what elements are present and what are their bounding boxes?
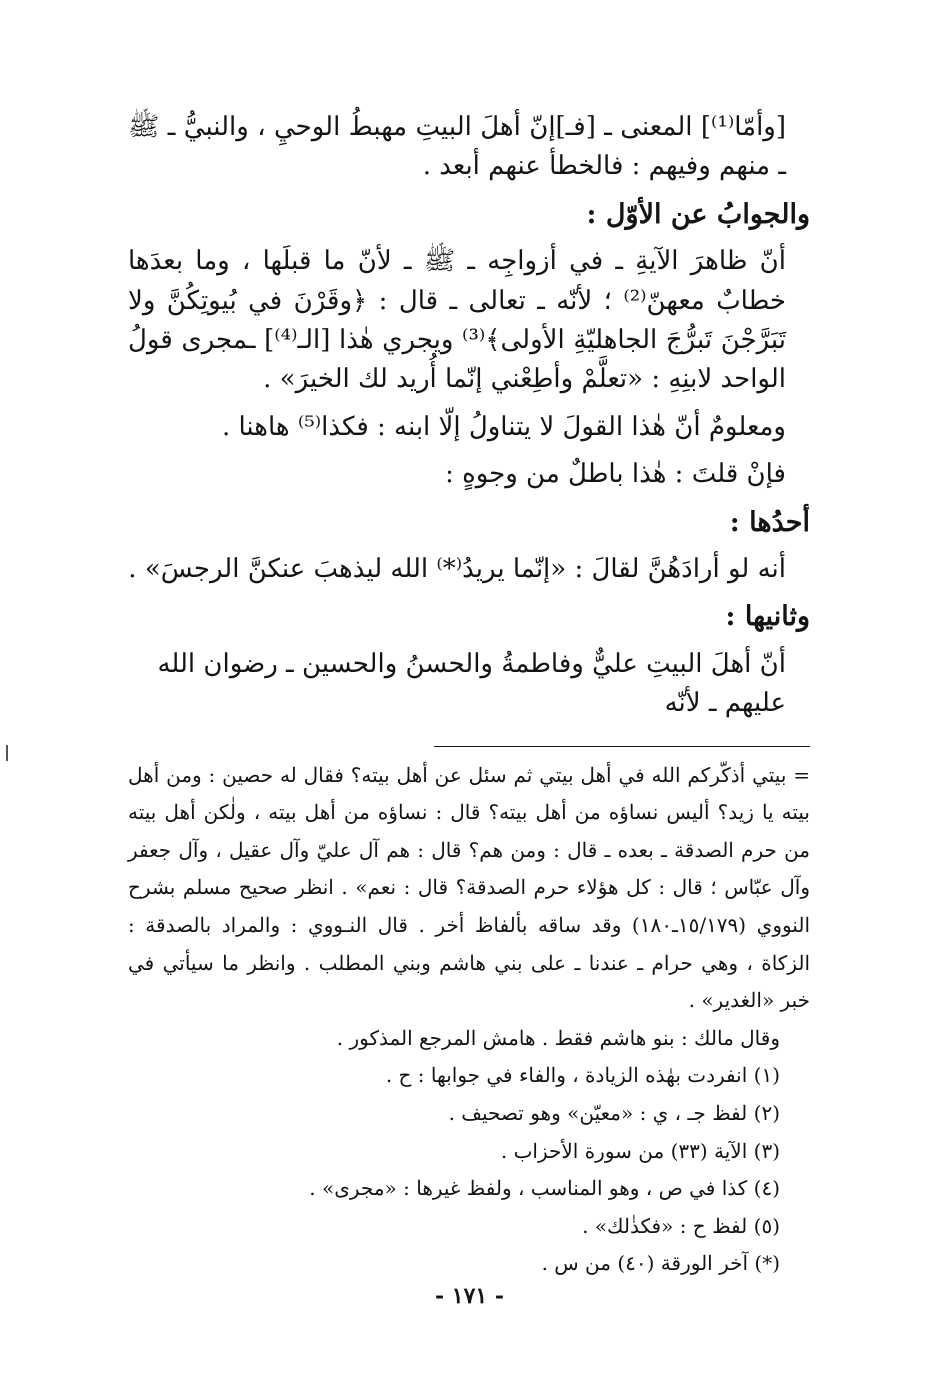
footnote-star: (*) آخر الورقة (٤٠) من س . bbox=[541, 1251, 780, 1276]
paragraph-second-reason: أنّ أهلَ البيتِ عليٌّ وفاطمةُ والحسنُ والحسين ـ رضوان الله عليهم ـ لأنّه bbox=[157, 648, 786, 719]
document-page bbox=[128, 108, 810, 1283]
paragraph-intro: [وأمّا⁽¹⁾] المعنى ـ [فـ]إنّ أهلَ البيتِ مهبطُ الوحيِ ، والنبيُّ ـ ﷺ ـ منهم وفيهم : فالخطأ عنهم أبعد . bbox=[128, 112, 786, 182]
scan-mark bbox=[6, 745, 8, 761]
footnote-4: (٤) كذا في ص ، وهو المناسب ، ولفظ غيرها : «مجرى» . bbox=[309, 1176, 780, 1201]
heading-answer-first: والجوابُ عن الأوّل : bbox=[586, 198, 810, 230]
paragraph-answer: أنّ ظاهرَ الآيةِ ـ في أزواجِه ـ ﷺ ـ لأنّ ما قبلَها ، وما بعدَها خطابٌ معهنّ⁽²⁾ ؛ لأنّه ـ تعالى ـ قال : ﴿وقَرْنَ في بُيوتِكُنَّ ولا تَبَرَّجْنَ تَبرُّجَ الجاهليّةِ الأولى﴾⁽³⁾ ويجري هٰذا [الـ⁽⁴⁾] ـمجرى قولُ الواحد لابنِهِ : «تعلَّمْ وأطِعْني إنّما أُريد لك الخيرَ» . bbox=[128, 246, 787, 395]
footnote-3: (٣) الآية (٣٣) من سورة الأحزاب . bbox=[500, 1138, 780, 1163]
footnote-continuation: = بيتي أذكّركم الله في أهل بيتي ثم سئل عن أهل بيته؟ فقال له حصين : ومن أهل بيته يا زيد؟ أليس نساؤه من أهل بيته؟ قال : نساؤه من أهل بيته ، ولٰكن أهل بيته من حرم الصدقة ـ بعده ـ قال : ومن هم؟ قال : هم آل عليّ وآل عقيل ، وآل جعفر وآل عبّاس ؛ قال : كل هؤلاء حرم الصدقة؟ قال : نعم» . انظر صحيح مسلم بشرح النووي (١٥/١٧٩ـ١٨٠) وقد ساقه بألفاظ أخر . قال النـووي : والمراد بالصدقة : الزكاة ، وهي حرام ـ عندنا ـ على بني هاشم وبني المطلب . وانظر ما سيأتي في خبر «الغدير» . bbox=[128, 762, 810, 1013]
paragraph-known: ومعلومٌ أنّ هٰذا القولَ لا يتناولُ إلّا ابنه : فكذا⁽⁵⁾ هاهنا . bbox=[221, 411, 786, 442]
footnote-2: (٢) لفظ جـ ، ي : «معيّن» وهو تصحيف . bbox=[448, 1101, 780, 1126]
heading-second-reason: وثانيها : bbox=[725, 601, 810, 633]
page-number: - ١٧١ - bbox=[434, 1283, 505, 1309]
footnotes bbox=[128, 757, 810, 1283]
paragraph-objection: فإنْ قلتَ : هٰذا باطلٌ من وجوهٍ : bbox=[445, 459, 786, 490]
footnote-continuation-end: وقال مالك : بنو هاشم فقط . هامش المرجع المذكور . bbox=[336, 1025, 780, 1050]
footnote-divider bbox=[434, 746, 810, 747]
footnote-5: (٥) لفظ ح : «فكذٰلك» . bbox=[582, 1213, 780, 1238]
heading-first-reason: أحدُها : bbox=[729, 506, 810, 538]
paragraph-first-reason: أنه لو أرادَهُنَّ لقالَ : «إنّما يريدُ⁽*⁾ الله ليذهبَ عنكنَّ الرجسَ» . bbox=[128, 554, 786, 585]
main-text bbox=[128, 108, 810, 724]
footnote-1: (١) انفردت بهٰذه الزيادة ، والفاء في جوابها : ح . bbox=[385, 1063, 780, 1088]
